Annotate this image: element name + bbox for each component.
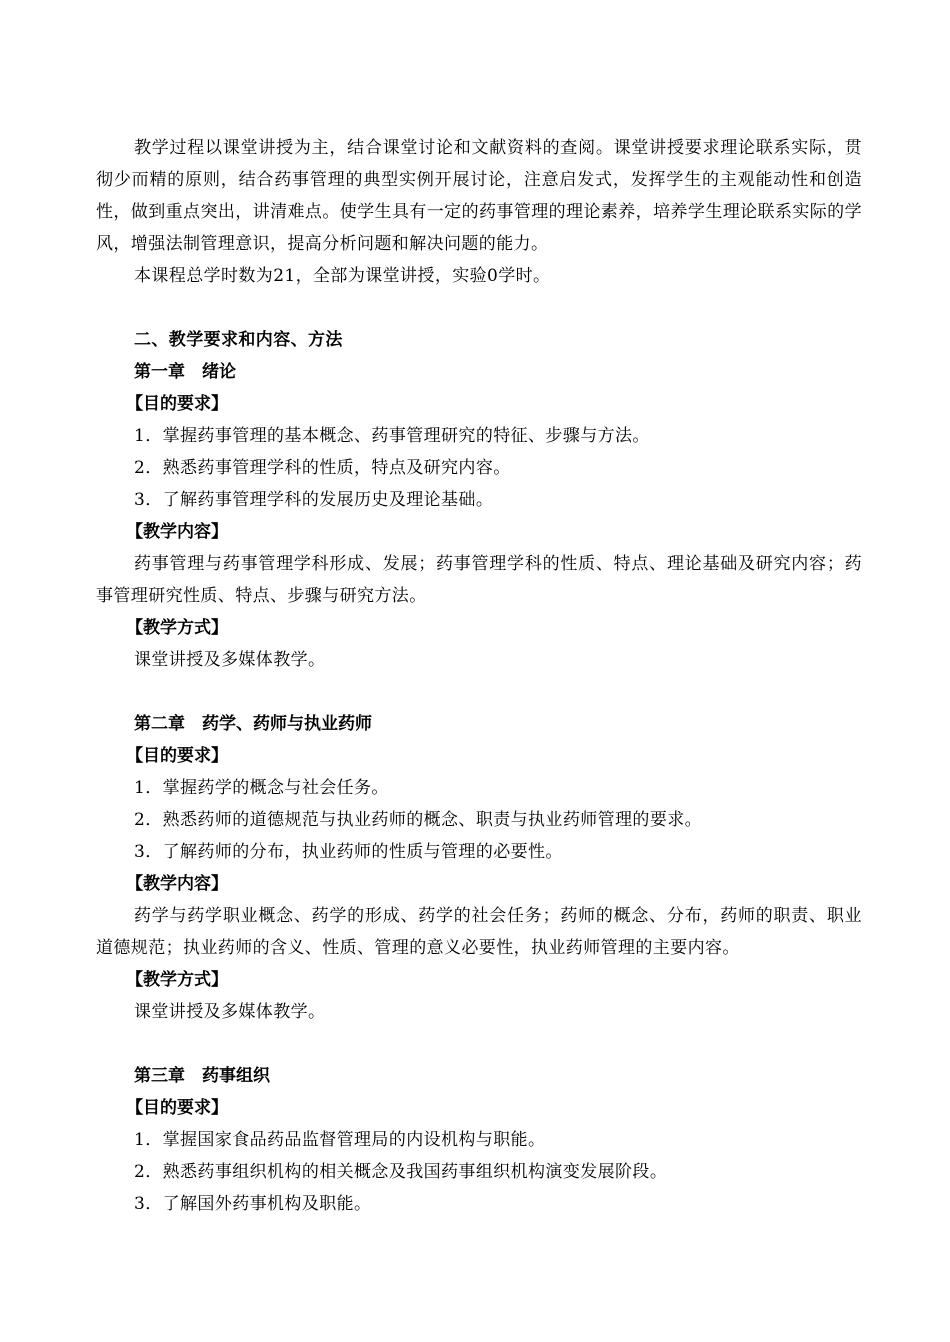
chapter-3-requirement-1: 1．掌握国家食品药品监督管理局的内设机构与职能。 [134, 1130, 546, 1150]
chapter-2-title: 第二章 药学、药师与执业药师 [134, 714, 372, 734]
chapter-1-requirement-2: 2．熟悉药事管理学科的性质，特点及研究内容。 [134, 458, 511, 478]
chapter-1-method: 课堂讲授及多媒体教学。 [134, 650, 326, 670]
chapter-2-method-label: 【教学方式】 [126, 970, 228, 990]
intro-paragraph-teaching-process: 教学过程以课堂讲授为主，结合课堂讨论和文献资料的查阅。课堂讲授要求理论联系实际，贯彻少而精的原则，结合药事管理的典型实例开展讨论，注意启发式，发挥学生的主观能动性和创造性，做到重点突出，讲清难点。使学生具有一定的药事管理的理论素养，培养学生理论联系实际的学风，增强法制管理意识，提高分析问题和解决问题的能力。 [96, 138, 862, 254]
chapter-2-content: 药学与药学职业概念、药学的形成、药学的社会任务；药师的概念、分布，药师的职责、职业道德规范；执业药师的含义、性质、管理的意义必要性，执业药师管理的主要内容。 [96, 906, 862, 958]
spacer [96, 676, 862, 708]
spacer [96, 292, 862, 324]
chapter-3-requirement-2: 2．熟悉药事组织机构的相关概念及我国药事组织机构演变发展阶段。 [134, 1162, 668, 1182]
chapter-1-method-label: 【教学方式】 [126, 618, 228, 638]
document-page [96, 132, 862, 1220]
section-title: 二、教学要求和内容、方法 [134, 330, 343, 350]
spacer [96, 1028, 862, 1060]
chapter-2-requirement-2: 2．熟悉药师的道德规范与执业药师的概念、职责与执业药师管理的要求。 [134, 810, 703, 830]
intro-paragraph-total-hours: 本课程总学时数为21，全部为课堂讲授，实验0学时。 [134, 266, 551, 286]
chapter-3-requirements-label: 【目的要求】 [126, 1098, 228, 1118]
chapter-1-content-label: 【教学内容】 [126, 522, 228, 542]
chapter-2-requirements-label: 【目的要求】 [126, 746, 228, 766]
chapter-1-content: 药事管理与药事管理学科形成、发展；药事管理学科的性质、特点、理论基础及研究内容；药事管理研究性质、特点、步骤与研究方法。 [96, 554, 862, 606]
chapter-1-title: 第一章 绪论 [134, 362, 236, 382]
chapter-2-method: 课堂讲授及多媒体教学。 [134, 1002, 326, 1022]
chapter-1-requirements-label: 【目的要求】 [126, 394, 228, 414]
chapter-1-requirement-1: 1．掌握药事管理的基本概念、药事管理研究的特征、步骤与方法。 [134, 426, 650, 446]
chapter-2-requirement-1: 1．掌握药学的概念与社会任务。 [134, 778, 389, 798]
chapter-2-content-label: 【教学内容】 [126, 874, 228, 894]
chapter-3-title: 第三章 药事组织 [134, 1066, 270, 1086]
chapter-2-requirement-3: 3．了解药师的分布，执业药师的性质与管理的必要性。 [134, 842, 563, 862]
chapter-3-requirement-3: 3．了解国外药事机构及职能。 [134, 1194, 372, 1214]
chapter-1-requirement-3: 3．了解药事管理学科的发展历史及理论基础。 [134, 490, 494, 510]
